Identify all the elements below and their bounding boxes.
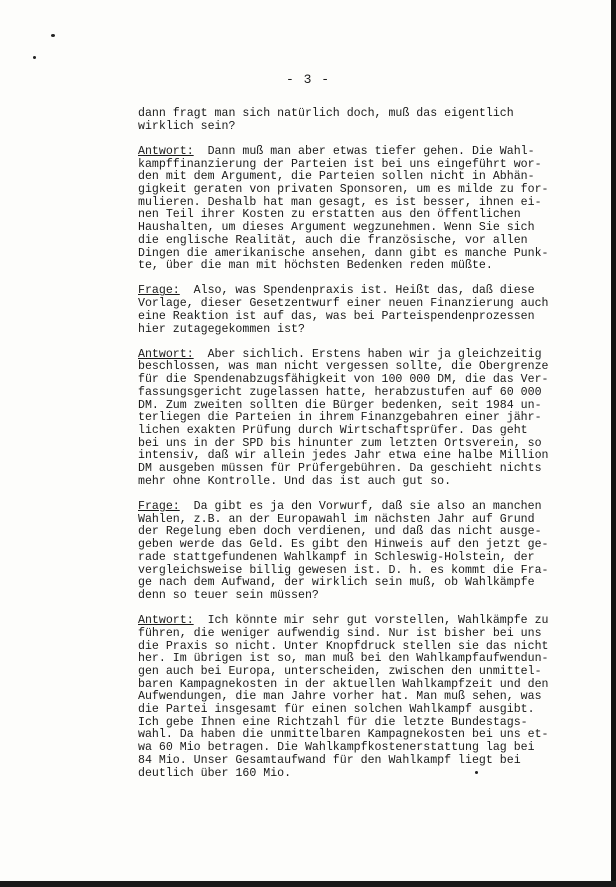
text-line <box>138 121 568 134</box>
line-text: rade stattgefundenen Wahlkampf in Schleswig-Holstein, der <box>138 550 535 564</box>
line-text: die englische Realität, auch die französische, vor allen <box>138 233 528 247</box>
line-text: beschlossen, was man nicht vergessen sollte, die Obergrenze <box>138 360 549 374</box>
line-text: die Partei insgesamt für einen solchen Wahlkampf ausgibt. <box>138 703 535 717</box>
speaker-label: Antwort: <box>138 144 194 158</box>
paragraph <box>138 146 568 273</box>
line-text: mehr ohne Kontrolle. Und das ist auch gut so. <box>138 474 452 488</box>
line-text: gigkeit geraten von privaten Sponsoren, um es milde zu for- <box>138 183 549 197</box>
line-text: fassungsgericht zugelassen hatte, herabzustufen auf 60 000 <box>138 385 542 399</box>
speaker-label: Frage: <box>138 499 180 513</box>
scan-speck <box>51 34 55 37</box>
line-text: dann fragt man sich natürlich doch, muß das eigentlich <box>138 107 514 120</box>
line-text: hier zutagegekommen ist? <box>138 322 305 336</box>
line-text: bei uns in der SPD bis hinunter zum letzten Ortsverein, so <box>138 436 542 450</box>
line-text: gen auch bei Europa, unterscheiden, zwischen den unmittel- <box>138 664 542 678</box>
line-text: vergleichsweise billig gewesen ist. D. h. es kommt die Fra- <box>138 563 549 577</box>
line-text: DM ausgeben müssen für Prüfergebühren. Da geschieht nichts <box>138 462 542 476</box>
line-text: Vorlage, dieser Gesetzentwurf einer neuen Finanzierung auch <box>138 297 549 311</box>
scan-border-right <box>611 0 616 887</box>
document-body <box>138 108 568 793</box>
text-line <box>138 590 568 603</box>
line-text: lichen exakten Prüfung durch Wirtschaftsprüfer. Das geht <box>138 423 528 437</box>
line-text: nen Teil ihrer Kosten zu erstatten aus den öffentlichen <box>138 208 521 222</box>
line-text: Ich gebe Ihnen eine Richtzahl für die letzte Bundestags- <box>138 715 528 729</box>
line-text: mulieren. Deshalb hat man gesagt, es ist besser, ihnen ei- <box>138 195 542 209</box>
line-text: baren Kampagnekosten in der aktuellen Wahlkampfzeit und den <box>138 677 549 691</box>
line-text: te, über die man mit höchsten Bedenken reden müßte. <box>138 259 493 273</box>
line-text: führen, die weniger aufwendig sind. Nur ist bisher bei uns <box>138 626 542 640</box>
line-text: wahl. Da haben die unmittelbaren Kampagnekosten bei uns et- <box>138 728 549 742</box>
line-text: deutlich über 160 Mio. <box>138 766 292 780</box>
line-text: kampffinanzierung der Parteien ist bei uns eingeführt wor- <box>138 157 542 171</box>
paragraph <box>138 501 568 603</box>
line-text: terliegen die Parteien in ihrem Finanzgebahren einer jähr- <box>138 411 542 425</box>
line-text: Dingen die amerikanische ansehen, dann gibt es manche Punk- <box>138 246 549 260</box>
text-line <box>138 768 568 781</box>
line-text: Dann muß man aber etwas tiefer gehen. Die Wahl- <box>193 144 535 158</box>
line-text: Ich könnte mir sehr gut vorstellen, Wahlkämpfe zu <box>193 614 549 628</box>
paragraph <box>138 108 568 133</box>
text-line <box>138 476 568 489</box>
line-text: ge nach dem Aufwand, der wirklich sein muß, ob Wahlkämpfe <box>138 576 535 590</box>
scan-border-bottom <box>0 881 616 887</box>
line-text: der Regelung eben doch verdienen, und daß das nicht ausge- <box>138 525 542 539</box>
line-text: DM. Zum zweiten sollten die Bürger bedenken, seit 1984 un- <box>138 398 542 412</box>
paragraph <box>138 349 568 489</box>
line-text: intensiv, daß wir allein jedes Jahr etwa eine halbe Million <box>138 449 549 463</box>
text-line <box>138 260 568 273</box>
line-text: Da gibt es ja den Vorwurf, daß sie also an manchen <box>179 499 542 513</box>
line-text: Haushalten, um dieses Argument wegzunehmen. Wenn Sie sich <box>138 221 535 235</box>
paragraph <box>138 615 568 780</box>
line-text: eine Reaktion ist auf das, was bei Parteispendenprozessen <box>138 309 535 323</box>
speaker-label: Antwort: <box>138 347 194 361</box>
speaker-label: Antwort: <box>138 614 194 628</box>
paragraph <box>138 285 568 336</box>
text-line <box>138 324 568 337</box>
scan-speck <box>33 56 36 59</box>
speaker-label: Frage: <box>138 284 180 298</box>
line-text: den mit dem Argument, die Parteien sollen nicht in Abhän- <box>138 170 535 184</box>
line-text: Aufwendungen, die man Jahre vorher hat. Man muß sehen, was <box>138 690 542 704</box>
line-text: Aber sichlich. Erstens haben wir ja gleichzeitig <box>193 347 542 361</box>
line-text: her. Im übrigen ist so, man muß bei den Wahlkampfaufwendun- <box>138 652 549 666</box>
line-text: denn so teuer sein müssen? <box>138 588 319 602</box>
page-number: - 3 - <box>285 72 330 87</box>
line-text: wa 60 Mio betragen. Die Wahlkampfkostenerstattung lag bei <box>138 741 535 755</box>
line-text: wirklich sein? <box>138 119 236 133</box>
line-text: Wahlen, z.B. an der Europawahl im nächsten Jahr auf Grund <box>138 512 535 526</box>
line-text: Also, was Spendenpraxis ist. Heißt das, daß diese <box>179 284 535 298</box>
line-text: 84 Mio. Unser Gesamtaufwand für den Wahlkampf liegt bei <box>138 753 521 767</box>
line-text: die Praxis so nicht. Unter Knopfdruck stellen sie das nicht <box>138 639 549 653</box>
line-text: geben werde das Geld. Es gibt den Hinweis auf den jetzt ge- <box>138 538 549 552</box>
line-text: für die Spendenabzugsfähigkeit von 100 000 DM, die das Ver- <box>138 373 549 387</box>
